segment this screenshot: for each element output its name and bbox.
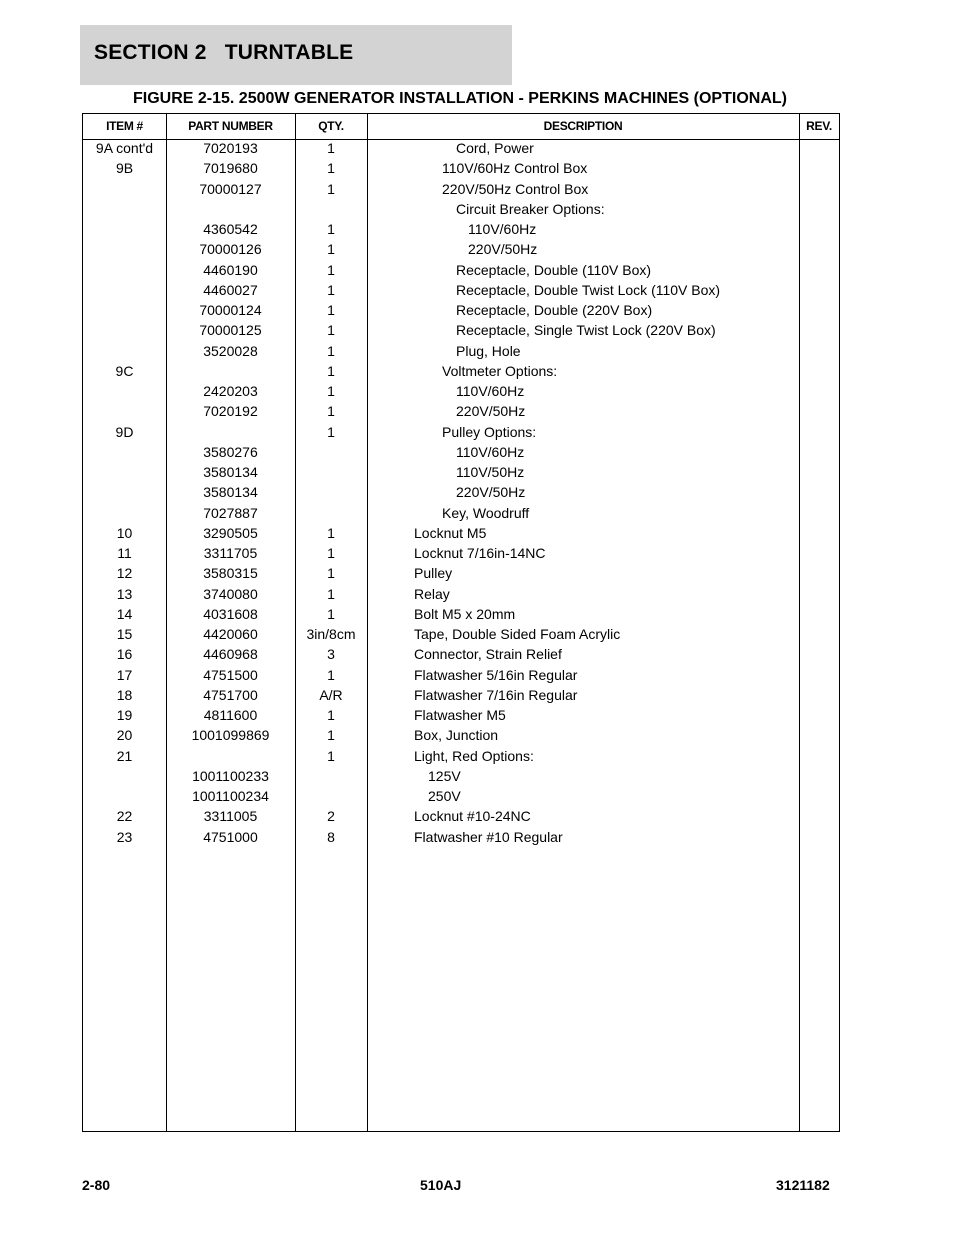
description-cell: Box, Junction	[414, 727, 499, 744]
description-cell: Voltmeter Options:	[442, 362, 558, 379]
part-number-cell: 3580276	[203, 443, 258, 460]
quantity-cell: 1	[327, 342, 335, 359]
table-row	[83, 705, 839, 725]
document-number: 3121182	[776, 1177, 830, 1193]
description-cell: Cord, Power	[456, 140, 534, 156]
description-cell: 220V/50Hz Control Box	[442, 180, 589, 197]
table-row	[83, 665, 839, 685]
description-cell: Plug, Hole	[456, 342, 521, 359]
table-row	[83, 442, 839, 462]
parts-table	[82, 113, 840, 1132]
table-row	[83, 685, 839, 705]
quantity-cell: 1	[327, 160, 335, 177]
part-number-cell: 70000125	[199, 322, 262, 339]
quantity-cell: 1	[327, 605, 335, 622]
part-number-cell: 7020192	[203, 403, 258, 420]
table-row	[83, 381, 839, 401]
part-number-cell: 4811600	[203, 707, 258, 723]
header-part-number: PART NUMBER	[188, 119, 273, 133]
item-number-cell: 20	[116, 727, 133, 744]
description-cell: Relay	[414, 585, 450, 602]
item-number-cell: 11	[117, 545, 132, 561]
quantity-cell: 3	[327, 646, 335, 663]
part-number-cell: 3580134	[203, 464, 258, 480]
description-cell: Circuit Breaker Options:	[456, 200, 605, 217]
description-cell: 110V/60Hz	[456, 443, 525, 460]
part-number-cell: 1001100233	[192, 767, 269, 784]
description-cell: Bolt M5 x 20mm	[414, 605, 516, 622]
item-number-cell: 15	[116, 626, 133, 642]
table-row	[83, 199, 839, 219]
description-cell: Tape, Double Sided Foam Acrylic	[414, 626, 621, 642]
description-cell: Flatwasher #10 Regular	[414, 828, 563, 845]
part-number-cell: 3311005	[203, 808, 258, 825]
part-number-cell: 1001099869	[191, 727, 270, 744]
quantity-cell: 1	[327, 241, 335, 258]
description-cell: Light, Red Options:	[414, 747, 534, 764]
description-cell: Flatwasher 7/16in Regular	[414, 686, 578, 703]
part-number-cell: 4460027	[203, 281, 258, 298]
quantity-cell: 1	[327, 261, 335, 278]
quantity-cell: 1	[327, 666, 335, 683]
description-cell: Pulley Options:	[442, 423, 537, 440]
description-cell: Pulley	[414, 565, 453, 582]
header-rev: REV.	[806, 119, 832, 133]
table-body	[83, 138, 839, 847]
table-row	[83, 239, 839, 259]
part-number-cell: 7020193	[203, 140, 258, 156]
section-banner	[80, 25, 512, 85]
part-number-cell: 3580315	[203, 565, 258, 582]
quantity-cell: 1	[327, 565, 335, 582]
table-row	[83, 482, 839, 502]
description-cell: Locknut M5	[414, 524, 487, 541]
quantity-cell: 1	[327, 524, 335, 541]
table-row	[83, 827, 839, 847]
part-number-cell: 4031608	[203, 605, 258, 622]
page-number: 2-80	[82, 1177, 111, 1193]
part-number-cell: 3290505	[203, 524, 258, 541]
item-number-cell: 23	[116, 828, 133, 845]
table-row	[83, 584, 839, 604]
description-cell: 250V	[428, 788, 461, 804]
table-row	[83, 806, 839, 826]
table-row	[83, 260, 839, 280]
description-cell: Flatwasher 5/16in Regular	[414, 666, 578, 683]
quantity-cell: 1	[327, 545, 335, 561]
description-cell: 110V/60Hz	[456, 383, 525, 399]
part-number-cell: 7027887	[203, 504, 258, 521]
description-cell: 110V/60Hz	[468, 221, 537, 237]
table-row	[83, 179, 839, 199]
part-number-cell: 4420060	[203, 626, 258, 642]
quantity-cell: 2	[327, 808, 335, 825]
quantity-cell: 3in/8cm	[306, 626, 356, 642]
item-number-cell: 12	[116, 565, 133, 582]
quantity-cell: 1	[327, 180, 335, 197]
quantity-cell: 1	[327, 362, 335, 379]
description-cell: Receptacle, Double (110V Box)	[456, 261, 652, 278]
table-row	[83, 138, 839, 158]
model-name: 510AJ	[420, 1177, 462, 1193]
table-row	[83, 543, 839, 563]
part-number-cell: 70000124	[199, 302, 262, 318]
item-number-cell: 18	[116, 686, 133, 703]
item-number-cell: 9C	[115, 362, 134, 379]
quantity-cell: 1	[327, 585, 335, 602]
quantity-cell: 1	[327, 302, 335, 318]
section-title: SECTION 2 TURNTABLE	[94, 41, 354, 64]
item-number-cell: 9D	[115, 423, 134, 440]
quantity-cell: 1	[327, 707, 335, 723]
part-number-cell: 70000127	[199, 180, 262, 197]
table-row	[83, 746, 839, 766]
table-row	[83, 523, 839, 543]
description-cell: Receptacle, Double Twist Lock (110V Box)	[456, 281, 721, 298]
table-row	[83, 158, 839, 178]
header-description: DESCRIPTION	[543, 119, 623, 133]
table-row	[83, 422, 839, 442]
table-row	[83, 786, 839, 806]
table-row	[83, 503, 839, 523]
part-number-cell: 70000126	[199, 241, 262, 258]
part-number-cell: 3580134	[203, 484, 258, 501]
quantity-cell: 1	[327, 281, 335, 298]
description-cell: 125V	[428, 767, 461, 784]
table-row	[83, 725, 839, 745]
table-row	[83, 280, 839, 300]
quantity-cell: 1	[327, 423, 335, 440]
header-item: ITEM #	[106, 119, 143, 133]
description-cell: Flatwasher M5	[414, 707, 506, 723]
header-qty: QTY.	[318, 119, 344, 133]
item-number-cell: 16	[116, 646, 133, 663]
description-cell: 220V/50Hz	[456, 403, 526, 420]
item-number-cell: 14	[116, 605, 133, 622]
item-number-cell: 9A cont'd	[95, 140, 154, 156]
part-number-cell: 4460968	[203, 646, 258, 663]
part-number-cell: 7019680	[203, 160, 258, 177]
part-number-cell: 4751000	[203, 828, 258, 845]
table-row	[83, 462, 839, 482]
part-number-cell: 3520028	[203, 342, 258, 359]
table-row	[83, 341, 839, 361]
description-cell: Locknut 7/16in-14NC	[414, 545, 546, 561]
part-number-cell: 1001100234	[192, 788, 269, 804]
part-number-cell: 4360542	[203, 221, 258, 237]
table-row	[83, 300, 839, 320]
quantity-cell: 1	[327, 322, 335, 339]
part-number-cell: 4460190	[203, 261, 258, 278]
table-row	[83, 604, 839, 624]
description-cell: Receptacle, Single Twist Lock (220V Box)	[456, 322, 716, 339]
description-cell: 220V/50Hz	[456, 484, 526, 501]
part-number-cell: 3311705	[203, 545, 258, 561]
table-row	[83, 361, 839, 381]
item-number-cell: 17	[116, 666, 133, 683]
figure-title: FIGURE 2-15. 2500W GENERATOR INSTALLATION - PERKINS MACHINES (OPTIONAL)	[133, 90, 787, 107]
description-cell: Connector, Strain Relief	[414, 646, 562, 663]
description-cell: Receptacle, Double (220V Box)	[456, 302, 653, 318]
item-number-cell: 21	[116, 747, 133, 764]
quantity-cell: 1	[327, 747, 335, 764]
item-number-cell: 19	[116, 707, 133, 723]
quantity-cell: 8	[327, 828, 335, 845]
item-number-cell: 10	[116, 524, 133, 541]
table-row	[83, 563, 839, 583]
part-number-cell: 4751700	[203, 686, 258, 703]
table-row	[83, 624, 839, 644]
table-row	[83, 219, 839, 239]
quantity-cell: 1	[327, 140, 335, 156]
description-cell: Locknut #10-24NC	[414, 808, 531, 825]
table-row	[83, 320, 839, 340]
description-cell: 220V/50Hz	[468, 241, 538, 258]
quantity-cell: 1	[327, 403, 335, 420]
description-cell: Key, Woodruff	[442, 504, 530, 521]
table-row	[83, 401, 839, 421]
description-cell: 110V/50Hz	[456, 464, 525, 480]
item-number-cell: 22	[116, 808, 133, 825]
table-row	[83, 644, 839, 664]
part-number-cell: 4751500	[203, 666, 258, 683]
quantity-cell: A/R	[319, 686, 343, 703]
quantity-cell: 1	[327, 383, 335, 399]
description-cell: 110V/60Hz Control Box	[442, 160, 588, 177]
part-number-cell: 3740080	[203, 585, 258, 602]
part-number-cell: 2420203	[203, 383, 258, 399]
item-number-cell: 13	[116, 585, 133, 602]
item-number-cell: 9B	[115, 160, 134, 177]
table-row	[83, 766, 839, 786]
quantity-cell: 1	[327, 727, 335, 744]
quantity-cell: 1	[327, 221, 335, 237]
